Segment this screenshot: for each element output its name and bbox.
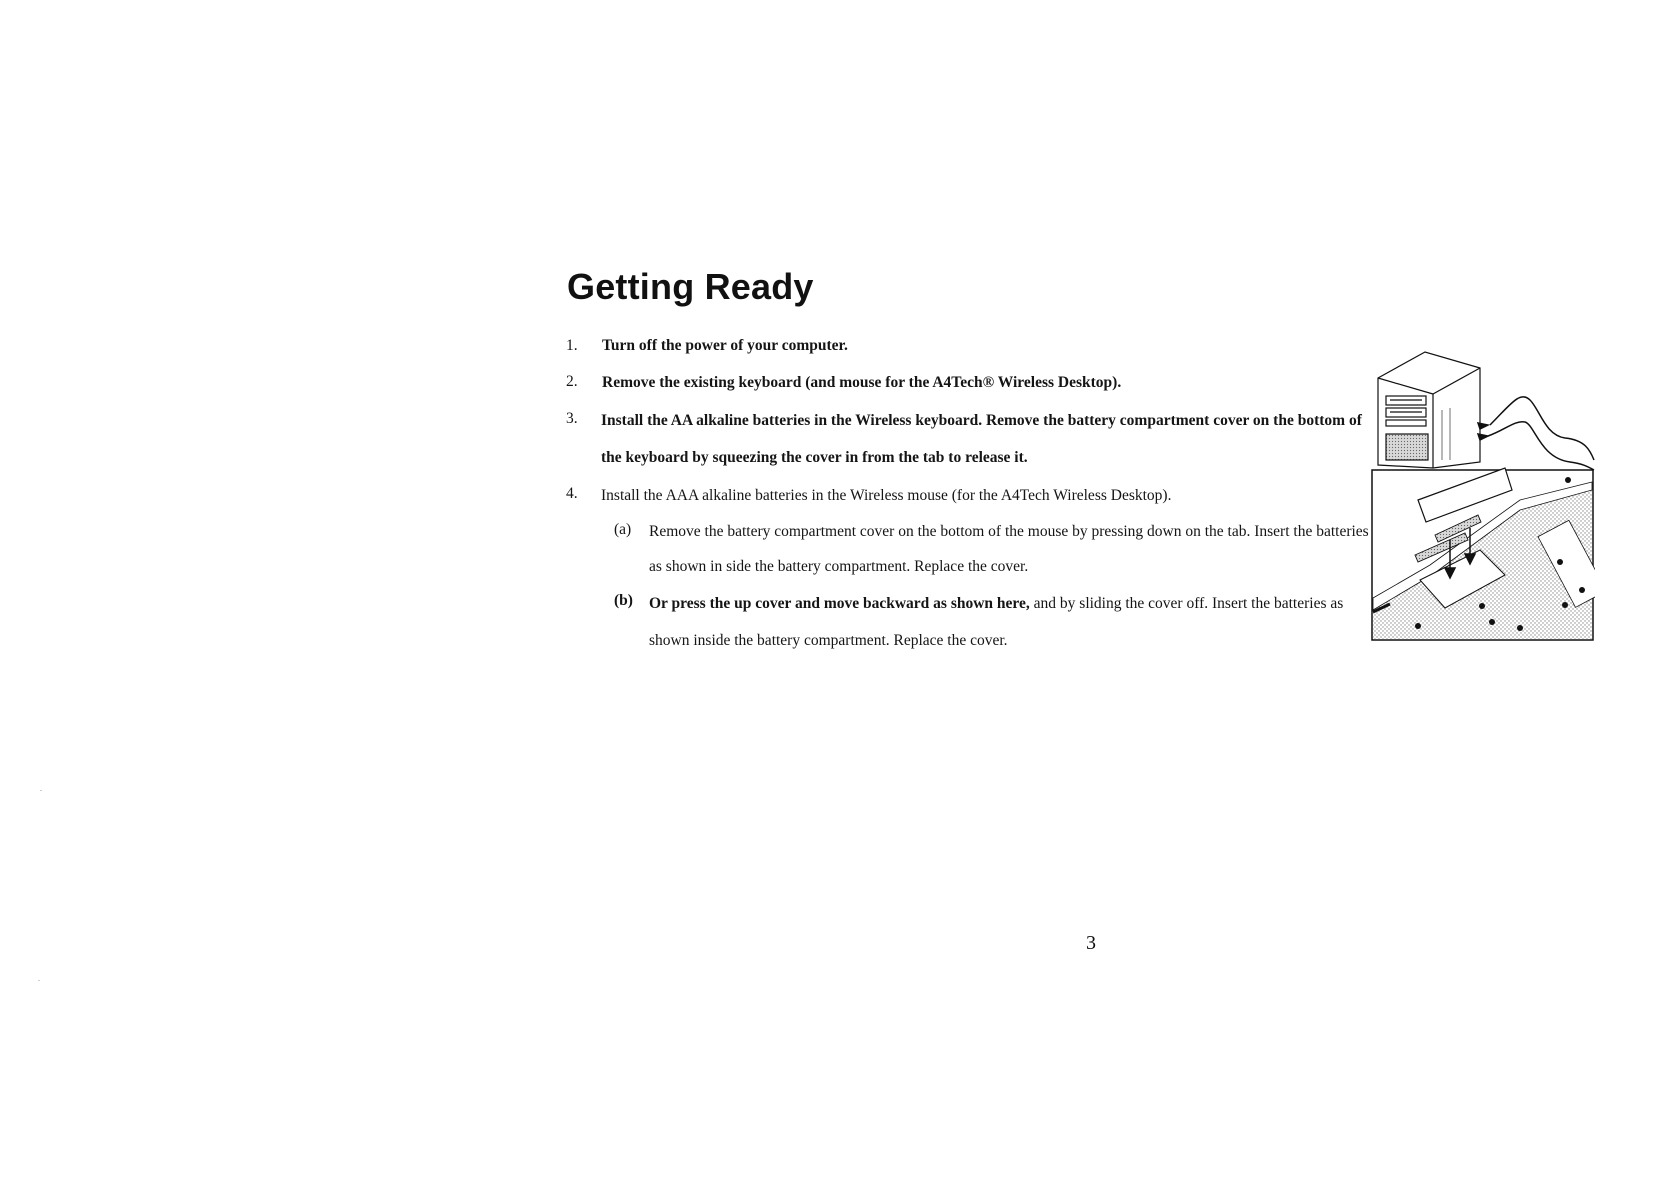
scan-speck [40,790,42,791]
step-number: 4. [566,485,578,502]
substep-text-continued: as shown in side the battery compartment. Replace the cover. [649,558,1029,575]
computer-keyboard-battery-illustration [1370,350,1595,642]
scan-speck [38,980,40,981]
step-number: 3. [566,410,578,427]
substep-label: (b) [614,592,633,609]
step-text: Install the AAA alkaline batteries in the Wireless mouse (for the A4Tech Wireless Desktop). [601,487,1172,504]
substep-text-continued: shown inside the battery compartment. Replace the cover. [649,632,1008,649]
keyboard-bottom-icon [1372,468,1595,640]
step-number: 2. [566,373,578,390]
cable-plug-icon [1478,397,1594,470]
step-text: Remove the existing keyboard (and mouse for the A4Tech® Wireless Desktop). [602,374,1122,391]
step-text: Turn off the power of your computer. [602,337,848,354]
substep-text-bold: Or press the up cover and move backward as shown here, [649,595,1030,612]
page-number: 3 [1086,932,1096,954]
substep-text-regular: and by sliding the cover off. Insert the batteries as [1029,595,1344,612]
substep-label: (a) [614,521,632,538]
substep-text [649,595,1343,613]
step-number: 1. [566,337,578,354]
step-text-continued: the keyboard by squeezing the cover in from the tab to release it. [601,449,1028,466]
step-text: Install the AA alkaline batteries in the Wireless keyboard. Remove the battery compartment cover on the bottom of [601,412,1362,429]
computer-tower-icon [1378,352,1480,468]
substep-text: Remove the battery compartment cover on the bottom of the mouse by pressing down on the tab. Insert the batteries [649,523,1369,540]
page-title: Getting Ready [567,266,814,307]
